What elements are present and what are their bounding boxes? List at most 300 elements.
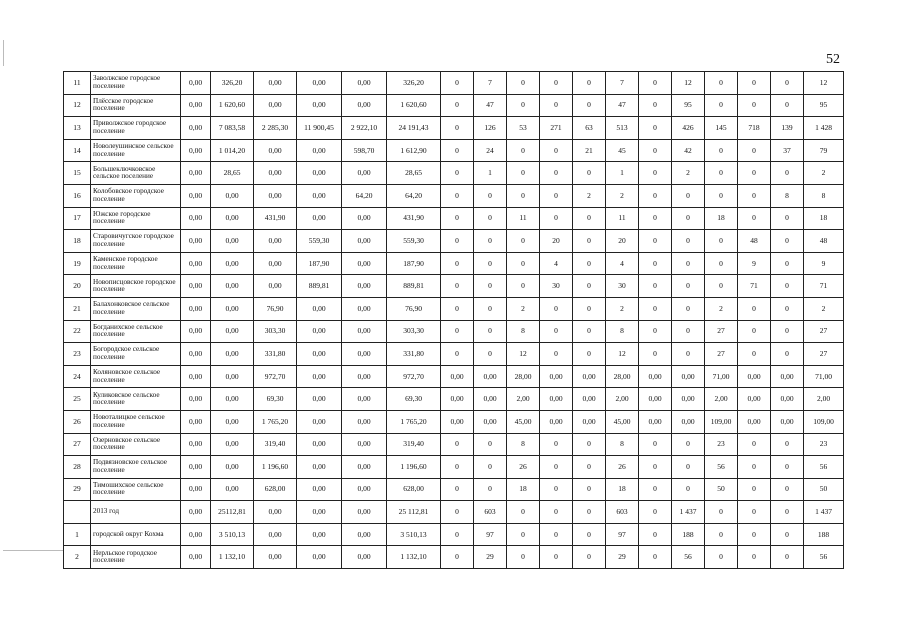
value-cell: 8 bbox=[771, 184, 804, 207]
value-cell: 0 bbox=[771, 523, 804, 546]
value-cell: 71,00 bbox=[705, 365, 738, 388]
value-cell: 0 bbox=[441, 72, 474, 95]
value-cell: 7 bbox=[474, 72, 507, 95]
settlement-name-cell: Плёсское городское поселение bbox=[91, 94, 181, 117]
settlement-name-cell: Новописцовское городское поселение bbox=[91, 275, 181, 298]
row-number-cell: 22 bbox=[64, 320, 91, 343]
value-cell: 0 bbox=[738, 94, 771, 117]
value-cell: 0 bbox=[705, 230, 738, 253]
settlement-name-cell: Балахонковское сельское поселение bbox=[91, 297, 181, 320]
value-cell: 1 765,20 bbox=[254, 410, 297, 433]
value-cell: 0,00 bbox=[297, 207, 342, 230]
value-cell: 28,00 bbox=[507, 365, 540, 388]
value-cell: 0 bbox=[573, 94, 606, 117]
value-cell: 0 bbox=[474, 320, 507, 343]
value-cell: 0,00 bbox=[211, 388, 254, 411]
value-cell: 0 bbox=[573, 478, 606, 501]
value-cell: 0 bbox=[540, 343, 573, 366]
value-cell: 0,00 bbox=[211, 478, 254, 501]
row-number-cell: 23 bbox=[64, 343, 91, 366]
value-cell: 0 bbox=[705, 72, 738, 95]
value-cell: 0 bbox=[672, 207, 705, 230]
value-cell: 0 bbox=[507, 546, 540, 569]
value-cell: 0,00 bbox=[474, 388, 507, 411]
value-cell: 97 bbox=[606, 523, 639, 546]
value-cell: 0 bbox=[540, 456, 573, 479]
value-cell: 0 bbox=[771, 546, 804, 569]
value-cell: 0 bbox=[573, 546, 606, 569]
table-row bbox=[64, 230, 844, 253]
value-cell: 0,00 bbox=[297, 184, 342, 207]
value-cell: 8 bbox=[606, 433, 639, 456]
value-cell: 0 bbox=[474, 207, 507, 230]
value-cell: 0,00 bbox=[297, 343, 342, 366]
value-cell: 0,00 bbox=[342, 501, 387, 524]
value-cell: 56 bbox=[705, 456, 738, 479]
value-cell: 0,00 bbox=[181, 252, 211, 275]
value-cell: 0 bbox=[540, 207, 573, 230]
value-cell: 0,00 bbox=[254, 162, 297, 185]
value-cell: 0 bbox=[672, 297, 705, 320]
value-cell: 0 bbox=[441, 523, 474, 546]
value-cell: 0,00 bbox=[342, 523, 387, 546]
value-cell: 187,90 bbox=[297, 252, 342, 275]
value-cell: 3 510,13 bbox=[387, 523, 441, 546]
row-number-cell: 29 bbox=[64, 478, 91, 501]
value-cell: 0 bbox=[573, 230, 606, 253]
value-cell: 64,20 bbox=[387, 184, 441, 207]
value-cell: 0 bbox=[507, 252, 540, 275]
value-cell: 0,00 bbox=[342, 546, 387, 569]
value-cell: 0,00 bbox=[211, 230, 254, 253]
value-cell: 28,65 bbox=[211, 162, 254, 185]
value-cell: 0 bbox=[474, 456, 507, 479]
value-cell: 0,00 bbox=[342, 320, 387, 343]
value-cell: 0 bbox=[705, 162, 738, 185]
value-cell: 1 620,60 bbox=[387, 94, 441, 117]
value-cell: 0 bbox=[738, 297, 771, 320]
settlement-name-cell: Новоталицкое сельское поселение bbox=[91, 410, 181, 433]
value-cell: 2 bbox=[573, 184, 606, 207]
table-row bbox=[64, 546, 844, 569]
value-cell: 7 083,58 bbox=[211, 117, 254, 140]
value-cell: 0 bbox=[705, 501, 738, 524]
value-cell: 0 bbox=[441, 343, 474, 366]
value-cell: 24 191,43 bbox=[387, 117, 441, 140]
value-cell: 18 bbox=[507, 478, 540, 501]
value-cell: 0 bbox=[441, 546, 474, 569]
value-cell: 0 bbox=[672, 184, 705, 207]
value-cell: 69,30 bbox=[387, 388, 441, 411]
value-cell: 0 bbox=[507, 72, 540, 95]
value-cell: 0,00 bbox=[771, 388, 804, 411]
value-cell: 2,00 bbox=[705, 388, 738, 411]
value-cell: 1 bbox=[474, 162, 507, 185]
value-cell: 303,30 bbox=[387, 320, 441, 343]
value-cell: 2,00 bbox=[606, 388, 639, 411]
value-cell: 0 bbox=[507, 275, 540, 298]
value-cell: 0,00 bbox=[254, 546, 297, 569]
value-cell: 0 bbox=[639, 297, 672, 320]
value-cell: 0 bbox=[771, 433, 804, 456]
row-number-cell: 19 bbox=[64, 252, 91, 275]
value-cell: 0 bbox=[573, 275, 606, 298]
value-cell: 628,00 bbox=[254, 478, 297, 501]
value-cell: 0,00 bbox=[342, 72, 387, 95]
value-cell: 0 bbox=[639, 433, 672, 456]
value-cell: 0 bbox=[573, 433, 606, 456]
value-cell: 0,00 bbox=[297, 139, 342, 162]
value-cell: 1 bbox=[606, 162, 639, 185]
value-cell: 71 bbox=[804, 275, 844, 298]
value-cell: 0 bbox=[738, 320, 771, 343]
value-cell: 0,00 bbox=[441, 388, 474, 411]
value-cell: 0 bbox=[639, 139, 672, 162]
value-cell: 0 bbox=[441, 139, 474, 162]
value-cell: 0 bbox=[705, 523, 738, 546]
value-cell: 37 bbox=[771, 139, 804, 162]
value-cell: 29 bbox=[606, 546, 639, 569]
value-cell: 0,00 bbox=[441, 365, 474, 388]
table-row bbox=[64, 365, 844, 388]
value-cell: 0,00 bbox=[181, 410, 211, 433]
value-cell: 0 bbox=[474, 343, 507, 366]
settlement-name-cell: Богданихское сельское поселение bbox=[91, 320, 181, 343]
value-cell: 0,00 bbox=[771, 410, 804, 433]
value-cell: 188 bbox=[672, 523, 705, 546]
value-cell: 0 bbox=[507, 184, 540, 207]
value-cell: 0,00 bbox=[639, 410, 672, 433]
value-cell: 431,90 bbox=[254, 207, 297, 230]
value-cell: 11 bbox=[507, 207, 540, 230]
value-cell: 0 bbox=[738, 184, 771, 207]
value-cell: 0 bbox=[738, 162, 771, 185]
value-cell: 0,00 bbox=[297, 410, 342, 433]
value-cell: 0,00 bbox=[540, 410, 573, 433]
value-cell: 145 bbox=[705, 117, 738, 140]
value-cell: 0 bbox=[474, 433, 507, 456]
value-cell: 56 bbox=[672, 546, 705, 569]
value-cell: 0,00 bbox=[342, 410, 387, 433]
value-cell: 0,00 bbox=[211, 297, 254, 320]
value-cell: 0,00 bbox=[211, 365, 254, 388]
value-cell: 598,70 bbox=[342, 139, 387, 162]
value-cell: 0 bbox=[441, 162, 474, 185]
value-cell: 0 bbox=[639, 117, 672, 140]
value-cell: 8 bbox=[804, 184, 844, 207]
value-cell: 0 bbox=[441, 456, 474, 479]
value-cell: 0 bbox=[540, 184, 573, 207]
value-cell: 0 bbox=[540, 523, 573, 546]
value-cell: 0 bbox=[639, 343, 672, 366]
value-cell: 0,00 bbox=[254, 275, 297, 298]
value-cell: 513 bbox=[606, 117, 639, 140]
value-cell: 0 bbox=[738, 456, 771, 479]
value-cell: 26 bbox=[606, 456, 639, 479]
value-cell: 48 bbox=[804, 230, 844, 253]
value-cell: 0 bbox=[507, 94, 540, 117]
value-cell: 0 bbox=[540, 433, 573, 456]
settlement-name-cell: Южское городское поселение bbox=[91, 207, 181, 230]
value-cell: 0 bbox=[672, 478, 705, 501]
value-cell: 187,90 bbox=[387, 252, 441, 275]
value-cell: 0 bbox=[705, 275, 738, 298]
settlement-name-cell: Подвязновское сельское поселение bbox=[91, 456, 181, 479]
value-cell: 50 bbox=[804, 478, 844, 501]
value-cell: 0,00 bbox=[771, 365, 804, 388]
value-cell: 0 bbox=[540, 94, 573, 117]
value-cell: 0 bbox=[738, 523, 771, 546]
value-cell: 0,00 bbox=[342, 162, 387, 185]
value-cell: 2,00 bbox=[507, 388, 540, 411]
value-cell: 0,00 bbox=[342, 297, 387, 320]
table-row bbox=[64, 94, 844, 117]
table-row bbox=[64, 184, 844, 207]
value-cell: 0 bbox=[672, 433, 705, 456]
settlement-name-cell: Каменское городское поселение bbox=[91, 252, 181, 275]
row-number-cell: 2 bbox=[64, 546, 91, 569]
value-cell: 0 bbox=[540, 546, 573, 569]
value-cell: 0 bbox=[705, 546, 738, 569]
value-cell: 30 bbox=[540, 275, 573, 298]
value-cell: 48 bbox=[738, 230, 771, 253]
value-cell: 0,00 bbox=[441, 410, 474, 433]
row-number-cell: 14 bbox=[64, 139, 91, 162]
value-cell: 0 bbox=[441, 297, 474, 320]
value-cell: 0 bbox=[507, 230, 540, 253]
value-cell: 0,00 bbox=[181, 184, 211, 207]
value-cell: 0,00 bbox=[672, 388, 705, 411]
value-cell: 0 bbox=[540, 72, 573, 95]
value-cell: 0 bbox=[639, 501, 672, 524]
value-cell: 0 bbox=[738, 501, 771, 524]
value-cell: 889,81 bbox=[387, 275, 441, 298]
value-cell: 79 bbox=[804, 139, 844, 162]
value-cell: 0 bbox=[639, 184, 672, 207]
value-cell: 0,00 bbox=[342, 365, 387, 388]
value-cell: 1 612,90 bbox=[387, 139, 441, 162]
settlement-name-cell: Приволжское городское поселение bbox=[91, 117, 181, 140]
value-cell: 0,00 bbox=[254, 139, 297, 162]
value-cell: 1 014,20 bbox=[211, 139, 254, 162]
settlement-name-cell: Заволжское городское поселение bbox=[91, 72, 181, 95]
value-cell: 0,00 bbox=[342, 478, 387, 501]
value-cell: 0,00 bbox=[297, 72, 342, 95]
value-cell: 1 196,60 bbox=[254, 456, 297, 479]
value-cell: 0 bbox=[474, 297, 507, 320]
value-cell: 30 bbox=[606, 275, 639, 298]
value-cell: 0 bbox=[540, 162, 573, 185]
value-cell: 45,00 bbox=[507, 410, 540, 433]
value-cell: 47 bbox=[474, 94, 507, 117]
value-cell: 3 510,13 bbox=[211, 523, 254, 546]
value-cell: 8 bbox=[507, 433, 540, 456]
value-cell: 25112,81 bbox=[211, 501, 254, 524]
row-number-cell: 25 bbox=[64, 388, 91, 411]
settlement-name-cell: Коляновское сельское поселение bbox=[91, 365, 181, 388]
value-cell: 0 bbox=[771, 478, 804, 501]
settlement-name-cell: Большеключковское сельское поселение bbox=[91, 162, 181, 185]
table-row bbox=[64, 343, 844, 366]
value-cell: 11 bbox=[606, 207, 639, 230]
value-cell: 0,00 bbox=[181, 478, 211, 501]
value-cell: 50 bbox=[705, 478, 738, 501]
value-cell: 0,00 bbox=[738, 365, 771, 388]
binding-mark bbox=[3, 550, 63, 551]
value-cell: 0,00 bbox=[181, 546, 211, 569]
value-cell: 12 bbox=[507, 343, 540, 366]
value-cell: 45,00 bbox=[606, 410, 639, 433]
value-cell: 0 bbox=[771, 456, 804, 479]
value-cell: 0 bbox=[474, 230, 507, 253]
value-cell: 0,00 bbox=[211, 184, 254, 207]
value-cell: 0 bbox=[672, 456, 705, 479]
value-cell: 0,00 bbox=[540, 388, 573, 411]
value-cell: 4 bbox=[540, 252, 573, 275]
value-cell: 0 bbox=[573, 343, 606, 366]
value-cell: 0,00 bbox=[211, 320, 254, 343]
value-cell: 25 112,81 bbox=[387, 501, 441, 524]
row-number-cell: 17 bbox=[64, 207, 91, 230]
row-number-cell: 26 bbox=[64, 410, 91, 433]
value-cell: 0 bbox=[441, 275, 474, 298]
value-cell: 12 bbox=[672, 72, 705, 95]
value-cell: 9 bbox=[804, 252, 844, 275]
value-cell: 0 bbox=[705, 252, 738, 275]
value-cell: 29 bbox=[474, 546, 507, 569]
value-cell: 76,90 bbox=[254, 297, 297, 320]
value-cell: 2 bbox=[705, 297, 738, 320]
value-cell: 0,00 bbox=[297, 501, 342, 524]
table-row bbox=[64, 523, 844, 546]
value-cell: 53 bbox=[507, 117, 540, 140]
value-cell: 0 bbox=[771, 230, 804, 253]
value-cell: 0,00 bbox=[181, 207, 211, 230]
value-cell: 0,00 bbox=[181, 72, 211, 95]
settlement-name-cell: Нерльское городское поселение bbox=[91, 546, 181, 569]
row-number-cell bbox=[64, 501, 91, 524]
value-cell: 2 bbox=[804, 297, 844, 320]
value-cell: 0,00 bbox=[297, 546, 342, 569]
value-cell: 0 bbox=[771, 94, 804, 117]
value-cell: 0 bbox=[573, 72, 606, 95]
value-cell: 4 bbox=[606, 252, 639, 275]
value-cell: 0,00 bbox=[297, 297, 342, 320]
value-cell: 0,00 bbox=[181, 275, 211, 298]
value-cell: 0 bbox=[639, 478, 672, 501]
page-number: 52 bbox=[826, 52, 840, 67]
value-cell: 56 bbox=[804, 546, 844, 569]
value-cell: 0 bbox=[573, 162, 606, 185]
value-cell: 1 132,10 bbox=[211, 546, 254, 569]
value-cell: 603 bbox=[606, 501, 639, 524]
row-number-cell: 21 bbox=[64, 297, 91, 320]
value-cell: 0,00 bbox=[297, 388, 342, 411]
binding-mark bbox=[3, 40, 4, 66]
value-cell: 0,00 bbox=[181, 297, 211, 320]
value-cell: 23 bbox=[705, 433, 738, 456]
value-cell: 0,00 bbox=[254, 72, 297, 95]
table-row bbox=[64, 297, 844, 320]
value-cell: 0 bbox=[705, 94, 738, 117]
value-cell: 0,00 bbox=[342, 456, 387, 479]
value-cell: 0,00 bbox=[573, 410, 606, 433]
value-cell: 21 bbox=[573, 139, 606, 162]
value-cell: 18 bbox=[804, 207, 844, 230]
settlement-name-cell: Тимошихское сельское поселение bbox=[91, 478, 181, 501]
value-cell: 271 bbox=[540, 117, 573, 140]
value-cell: 426 bbox=[672, 117, 705, 140]
value-cell: 0,00 bbox=[639, 388, 672, 411]
value-cell: 0 bbox=[540, 320, 573, 343]
value-cell: 20 bbox=[606, 230, 639, 253]
value-cell: 0 bbox=[771, 297, 804, 320]
value-cell: 8 bbox=[606, 320, 639, 343]
value-cell: 0,00 bbox=[672, 410, 705, 433]
row-number-cell: 28 bbox=[64, 456, 91, 479]
row-number-cell: 16 bbox=[64, 184, 91, 207]
value-cell: 0 bbox=[639, 94, 672, 117]
value-cell: 0,00 bbox=[474, 410, 507, 433]
value-cell: 28,00 bbox=[606, 365, 639, 388]
value-cell: 0 bbox=[573, 320, 606, 343]
value-cell: 331,80 bbox=[387, 343, 441, 366]
value-cell: 559,30 bbox=[387, 230, 441, 253]
value-cell: 0,00 bbox=[342, 207, 387, 230]
value-cell: 0,00 bbox=[297, 320, 342, 343]
value-cell: 0,00 bbox=[342, 230, 387, 253]
value-cell: 0,00 bbox=[181, 139, 211, 162]
value-cell: 1 132,10 bbox=[387, 546, 441, 569]
value-cell: 1 428 bbox=[804, 117, 844, 140]
value-cell: 0 bbox=[540, 501, 573, 524]
value-cell: 63 bbox=[573, 117, 606, 140]
table-row bbox=[64, 252, 844, 275]
value-cell: 0,00 bbox=[181, 388, 211, 411]
value-cell: 45 bbox=[606, 139, 639, 162]
table-row bbox=[64, 456, 844, 479]
value-cell: 69,30 bbox=[254, 388, 297, 411]
value-cell: 24 bbox=[474, 139, 507, 162]
value-cell: 0 bbox=[639, 456, 672, 479]
value-cell: 326,20 bbox=[387, 72, 441, 95]
value-cell: 0 bbox=[441, 478, 474, 501]
value-cell: 126 bbox=[474, 117, 507, 140]
settlement-name-cell: Куликовское сельское поселение bbox=[91, 388, 181, 411]
value-cell: 0,00 bbox=[342, 252, 387, 275]
value-cell: 0,00 bbox=[181, 94, 211, 117]
value-cell: 0 bbox=[738, 207, 771, 230]
value-cell: 603 bbox=[474, 501, 507, 524]
value-cell: 0 bbox=[672, 343, 705, 366]
value-cell: 0 bbox=[474, 478, 507, 501]
value-cell: 0 bbox=[507, 139, 540, 162]
value-cell: 0 bbox=[771, 162, 804, 185]
value-cell: 0 bbox=[672, 252, 705, 275]
value-cell: 0 bbox=[639, 207, 672, 230]
value-cell: 0 bbox=[441, 207, 474, 230]
value-cell: 0 bbox=[771, 252, 804, 275]
value-cell: 972,70 bbox=[254, 365, 297, 388]
value-cell: 0,00 bbox=[297, 365, 342, 388]
value-cell: 0 bbox=[771, 207, 804, 230]
value-cell: 23 bbox=[804, 433, 844, 456]
value-cell: 2 bbox=[672, 162, 705, 185]
value-cell: 718 bbox=[738, 117, 771, 140]
value-cell: 64,20 bbox=[342, 184, 387, 207]
value-cell: 889,81 bbox=[297, 275, 342, 298]
row-number-cell: 12 bbox=[64, 94, 91, 117]
